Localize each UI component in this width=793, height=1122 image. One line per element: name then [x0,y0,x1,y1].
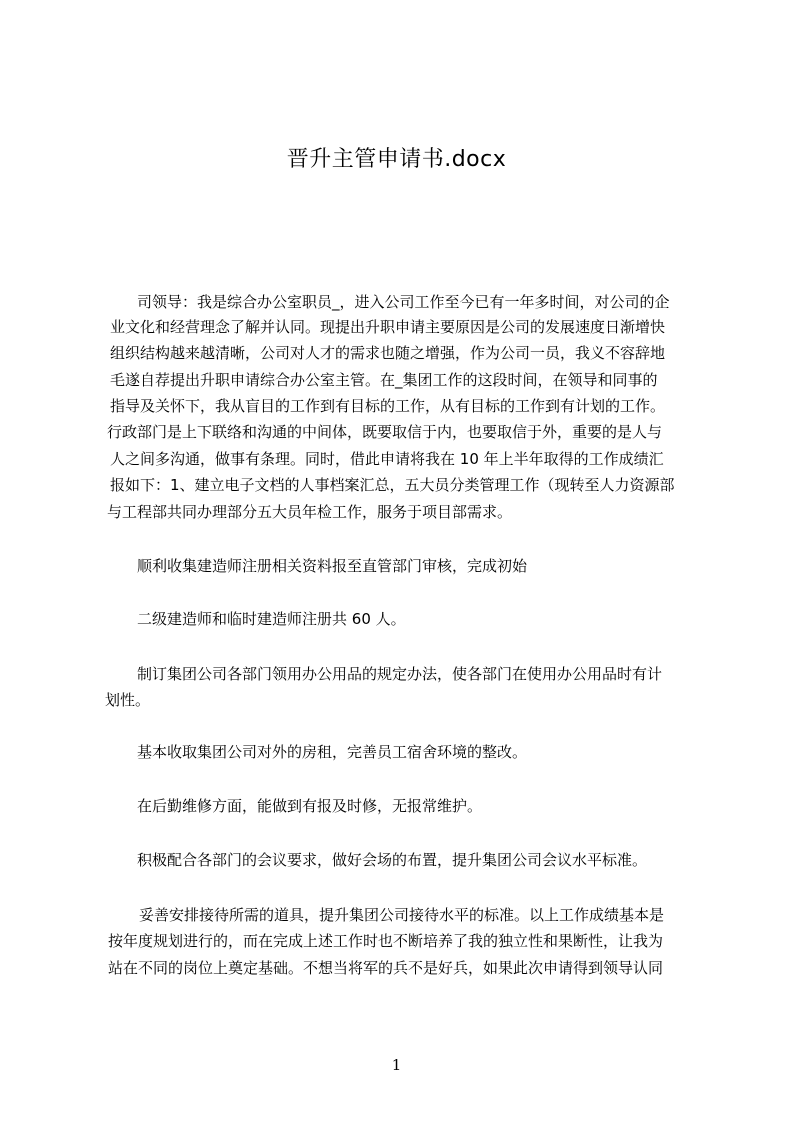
page-number: 1 [391,1056,402,1074]
paragraph-8-line-2: 按年度规划进行的，而在完成上述工作时也不断培养了我的独立性和果断性，让我为 [108,932,664,950]
paragraph-8-line-1: 妥善安排接待所需的道具，提升集团公司接待水平的标准。以上工作成绩基本是 [139,906,665,924]
paragraph-7: 积极配合各部门的会议要求，做好会场的布置，提升集团公司会议水平标准。 [137,851,648,869]
paragraph-6: 在后勤维修方面，能做到有报及时修，无报常维护。 [137,797,483,815]
paragraph-2: 顺利收集建造师注册相关资料报至直管部门审核，完成初始 [137,557,528,575]
paragraph-1-line-6: 行政部门是上下联络和沟通的中间体，既要取信于内，也要取信于外，重要的是人与 [107,423,663,441]
paragraph-1-line-1: 司领导：我是综合办公室职员_，进入公司工作至今已有一年多时间，对公司的企 [137,293,670,311]
paragraph-4-line-1: 制订集团公司各部门领用办公用品的规定办法，使各部门在使用办公用品时有计 [137,665,663,683]
paragraph-1-line-7: 人之间多沟通，做事有条理。同时，借此申请将我在 10 年上半年取得的工作成绩汇 [110,450,664,468]
paragraph-1-line-5: 指导及关怀下，我从盲目的工作到有目标的工作，从有目标的工作到有计划的工作。 [110,397,666,415]
paragraph-8-line-3: 站在不同的岗位上奠定基础。不想当将军的兵不是好兵，如果此次申请得到领导认同 [108,959,664,977]
paragraph-4-line-2: 划性。 [105,691,151,709]
paragraph-1-line-2: 业文化和经营理念了解并认同。现提出升职申请主要原因是公司的发展速度日渐增快 [110,318,666,336]
paragraph-1-line-4: 毛遂自荐提出升职申请综合办公室主管。在_集团工作的这段时间，在领导和同事的 [110,371,658,389]
paragraph-1-line-8: 报如下：1、建立电子文档的人事档案汇总，五大员分类管理工作（现转至人力资源部 [110,476,675,494]
document-title: 晋升主管申请书.docx [286,147,507,172]
paragraph-1-line-9: 与工程部共同办理部分五大员年检工作，服务于项目部需求。 [107,503,513,521]
paragraph-1-line-3: 组织结构越来越清晰，公司对人才的需求也随之增强，作为公司一员，我义不容辞地 [110,344,666,362]
paragraph-5: 基本收取集团公司对外的房租，完善员工宿舍环境的整改。 [137,743,528,761]
paragraph-3: 二级建造师和临时建造师注册共 60 人。 [137,610,406,628]
